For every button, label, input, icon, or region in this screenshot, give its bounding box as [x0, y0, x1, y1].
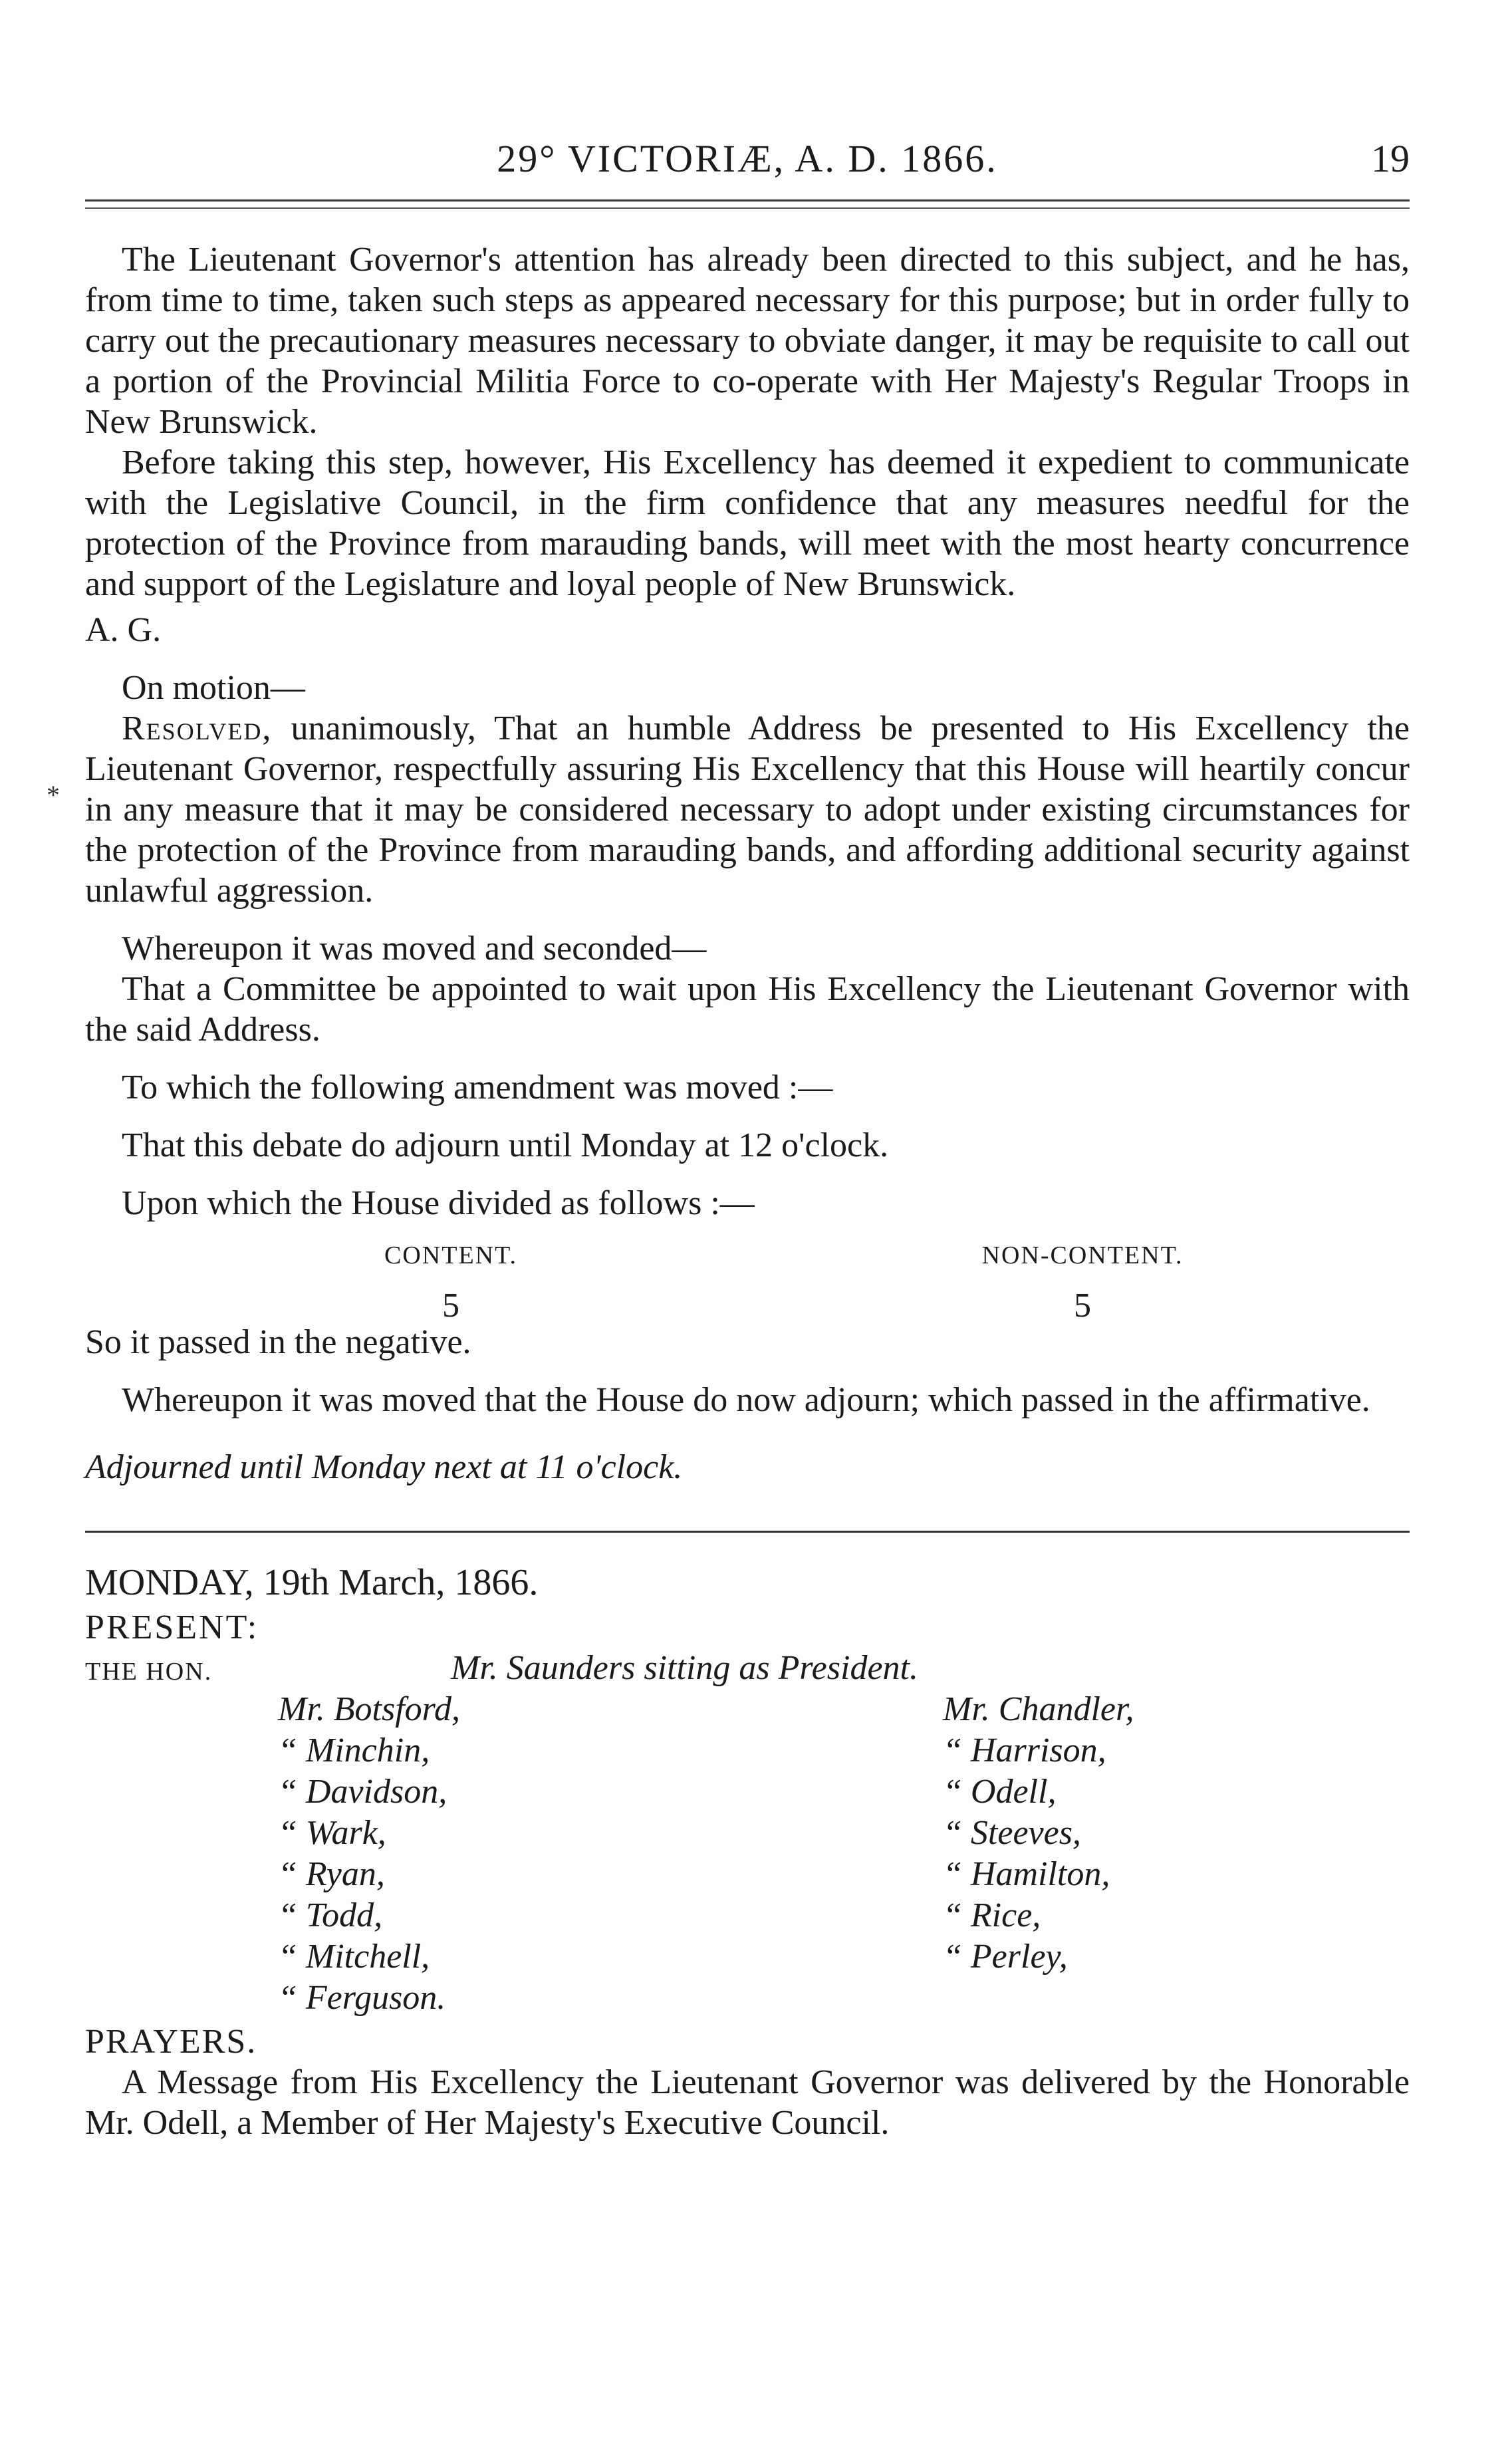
- member-name: “ Ryan,: [278, 1855, 385, 1893]
- present-heading: PRESENT:: [85, 1609, 259, 1646]
- debate-adjourn-line: That this debate do adjourn until Monday at 12 o'clock.: [122, 1126, 889, 1164]
- prayers-heading: PRAYERS.: [85, 2023, 257, 2061]
- house-divided-line: Upon which the House divided as follows :—: [122, 1184, 755, 1222]
- member-name: “ Steeves,: [943, 1814, 1081, 1852]
- whereupon-moved: Whereupon it was moved and seconded—: [122, 930, 707, 967]
- content-column: [318, 1235, 584, 1326]
- page-number: 19: [1371, 137, 1410, 180]
- on-motion: On motion—: [122, 669, 305, 707]
- signature-initials: A. G.: [85, 611, 162, 649]
- division-tally: [85, 1235, 1410, 1325]
- section-rule: [85, 1531, 1410, 1533]
- negative-line: So it passed in the negative.: [85, 1323, 471, 1361]
- noncontent-label: NON-CONTENT.: [981, 1241, 1184, 1269]
- member-name: “ Odell,: [943, 1773, 1057, 1811]
- the-hon-label: THE HON.: [85, 1658, 213, 1686]
- member-name: “ Perley,: [943, 1938, 1068, 1976]
- journal-body: [85, 239, 1410, 2143]
- members-right-column: [943, 1689, 1134, 1978]
- running-title: 29° VICTORIÆ, A. D. 1866.: [497, 137, 998, 180]
- content-label: CONTENT.: [384, 1241, 517, 1269]
- president-row: [85, 1648, 1410, 1689]
- paragraph-attention: The Lieutenant Governor's attention has already been directed to this subject, and he has, from time to time, taken such steps as appeared necessary for this purpose; but in order fully to carry out the precautionary measures necessary to obviate danger, it may be requisite to call out a portion of the Provincial Militia Force to co-operate with Her Majesty's Regular Troops in New Brunswick.: [85, 241, 1410, 441]
- noncontent-column: [949, 1235, 1215, 1326]
- resolved-word: Resolved,: [122, 709, 273, 747]
- paragraph-before-taking: Before taking this step, however, His Excellency has deemed it expedient to communicate with the Legislative Council, in the firm confidence that any measures needful for the protection of the Province from marauding bands, will meet with the most hearty concurrence and support of the Legislature and loyal people of New Brunswick.: [85, 444, 1410, 603]
- sitting-date: MONDAY, 19th March, 1866.: [85, 1562, 539, 1603]
- member-name: “ Mitchell,: [278, 1938, 430, 1976]
- committee-paragraph: That a Committee be appointed to wait upon His Excellency the Lieutenant Governor with the said Address.: [85, 970, 1410, 1049]
- resolution-text: unanimously, That an humble Address be presented to His Excellency the Lieutenant Governor, respectfully assuring His Excellency that this House will heartily concur in any measure that it may be considered necessary to adopt under existing circumstances for the protection of the Province from marauding bands, and affording additional security against unlawful aggression.: [85, 709, 1410, 910]
- member-name: “ Davidson,: [278, 1773, 447, 1811]
- whereupon-adjourn: Whereupon it was moved that the House do now adjourn; which passed in the affirmative.: [122, 1381, 1370, 1419]
- adjourned-notice: Adjourned until Monday next at 11 o'clock.: [85, 1448, 683, 1486]
- members-present: [85, 1689, 1410, 2021]
- member-name: “ Ferguson.: [278, 1979, 446, 2017]
- amendment-line: To which the following amendment was moved :—: [122, 1069, 833, 1106]
- member-name: “ Wark,: [278, 1814, 386, 1852]
- margin-asterisk-icon: *: [47, 780, 60, 810]
- member-name: “ Harrison,: [943, 1732, 1106, 1769]
- member-name: “ Rice,: [943, 1896, 1041, 1934]
- members-left-column: [278, 1689, 460, 2019]
- member-name: “ Hamilton,: [943, 1855, 1110, 1893]
- header-rule: [85, 199, 1410, 209]
- member-name: Mr. Botsford,: [278, 1690, 460, 1728]
- message-paragraph: A Message from His Excellency the Lieutenant Governor was delivered by the Honorable Mr. Odell, a Member of Her Majesty's Executive Council.: [85, 2063, 1410, 2142]
- page-header: [85, 136, 1410, 183]
- member-name: “ Minchin,: [278, 1732, 430, 1769]
- member-name: “ Todd,: [278, 1896, 383, 1934]
- content-count: 5: [442, 1287, 459, 1325]
- president-line: Mr. Saunders sitting as President.: [451, 1649, 918, 1687]
- resolution-paragraph: [85, 708, 1410, 911]
- member-name: Mr. Chandler,: [943, 1690, 1134, 1728]
- noncontent-count: 5: [1074, 1287, 1091, 1325]
